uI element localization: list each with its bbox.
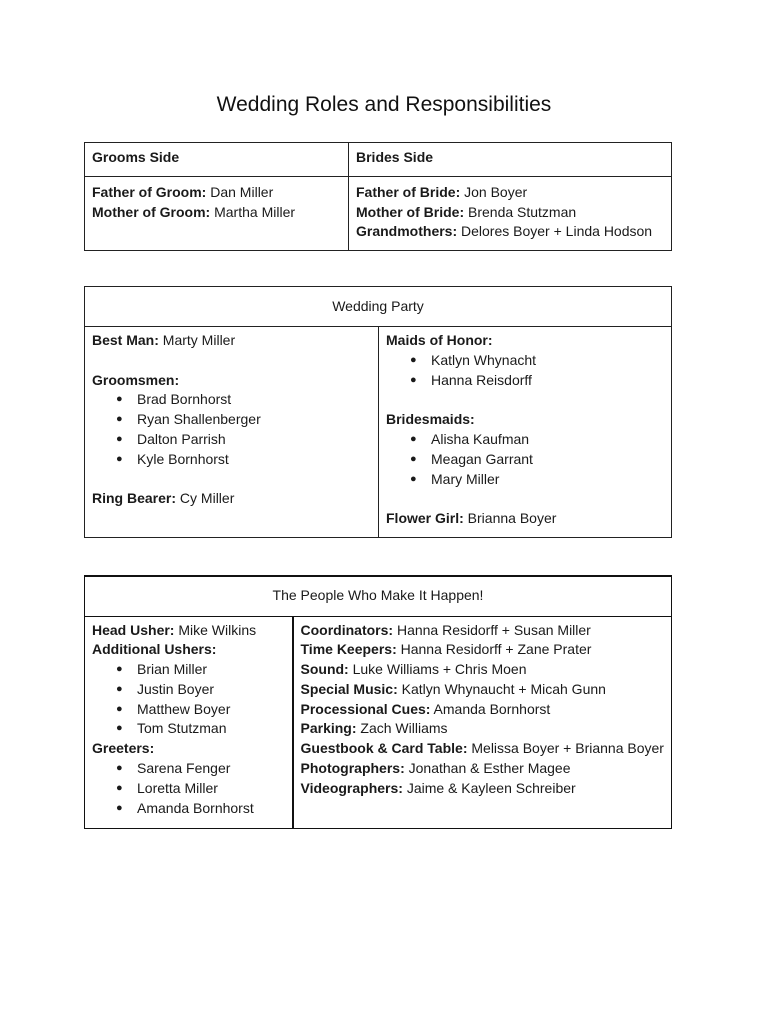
family-table (84, 142, 672, 251)
guestbook-card-table: Guestbook & Card Table: Melissa Boyer + Brianna Boyer (300, 740, 664, 757)
bridesmaids-list (386, 430, 664, 489)
time-keepers: Time Keepers: Hanna Residorff + Zane Prater (300, 641, 592, 658)
ring-bearer: Ring Bearer: Cy Miller (92, 490, 235, 507)
grandmothers: Grandmothers: Delores Boyer + Linda Hodson (356, 223, 653, 240)
list-item: ● Ryan Shallenberger (137, 410, 371, 430)
list-item: ● Sarena Fenger (137, 759, 285, 779)
list-item: ● Tom Stutzman (137, 719, 285, 739)
ushers-list (92, 660, 285, 739)
processional-cues: Processional Cues: Amanda Bornhorst (300, 700, 551, 717)
grooms-side-cell (85, 176, 349, 250)
coordinators: Coordinators: Hanna Residorff + Susan Miller (300, 621, 591, 638)
bridesmaids-label: Bridesmaids: (386, 411, 475, 428)
maids-of-honor-label: Maids of Honor: (386, 332, 493, 348)
list-item: ● Mary Miller (431, 470, 664, 490)
father-of-bride: Father of Bride: Jon Boyer (356, 183, 528, 200)
ushers-greeters-cell (85, 616, 293, 828)
parking: Parking: Zach Williams (300, 720, 448, 737)
head-usher: Head Usher: Mike Wilkins (92, 621, 257, 638)
grooms-side-header: Grooms Side (85, 143, 349, 177)
father-of-groom: Father of Groom: Dan Miller (92, 183, 274, 200)
sound: Sound: Luke Williams + Chris Moen (300, 661, 527, 678)
flower-girl: Flower Girl: Brianna Boyer (386, 510, 557, 527)
list-item: ● Hanna Reisdorff (431, 371, 664, 391)
wedding-party-table (84, 286, 672, 538)
list-item: ● Matthew Boyer (137, 700, 285, 720)
wedding-party-header: Wedding Party (85, 287, 672, 327)
list-item: ● Brad Bornhorst (137, 390, 371, 410)
maids-of-honor-list (386, 351, 664, 391)
helpers-table (84, 575, 672, 829)
videographers: Videographers: Jaime & Kayleen Schreiber (300, 779, 576, 796)
best-man: Best Man: Marty Miller (92, 332, 236, 348)
brides-party-cell (379, 327, 672, 538)
greeters-list (92, 759, 285, 818)
list-item: ● Meagan Garrant (431, 450, 664, 470)
special-music: Special Music: Katlyn Whynaucht + Micah Gunn (300, 680, 606, 697)
brides-side-cell (349, 176, 672, 250)
roles-cell (293, 616, 672, 828)
greeters-label: Greeters: (92, 740, 155, 757)
list-item: ● Brian Miller (137, 660, 285, 680)
list-item: ● Alisha Kaufman (431, 430, 664, 450)
photographers: Photographers: Jonathan & Esther Magee (300, 760, 571, 777)
brides-side-header: Brides Side (349, 143, 672, 177)
groomsmen-list (92, 390, 371, 469)
helpers-header: The People Who Make It Happen! (85, 576, 672, 616)
mother-of-groom: Mother of Groom: Martha Miller (92, 203, 296, 220)
mother-of-bride: Mother of Bride: Brenda Stutzman (356, 203, 577, 220)
list-item: ● Kyle Bornhorst (137, 450, 371, 470)
additional-ushers-label: Additional Ushers: (92, 641, 217, 658)
list-item: ● Loretta Miller (137, 779, 285, 799)
page-title: Wedding Roles and Responsibilities (216, 93, 552, 116)
grooms-party-cell (85, 327, 379, 538)
list-item: ● Dalton Parrish (137, 430, 371, 450)
list-item: ● Amanda Bornhorst (137, 799, 285, 819)
groomsmen-label: Groomsmen: (92, 371, 180, 388)
list-item: ● Justin Boyer (137, 680, 285, 700)
list-item: ● Katlyn Whynacht (431, 351, 664, 371)
